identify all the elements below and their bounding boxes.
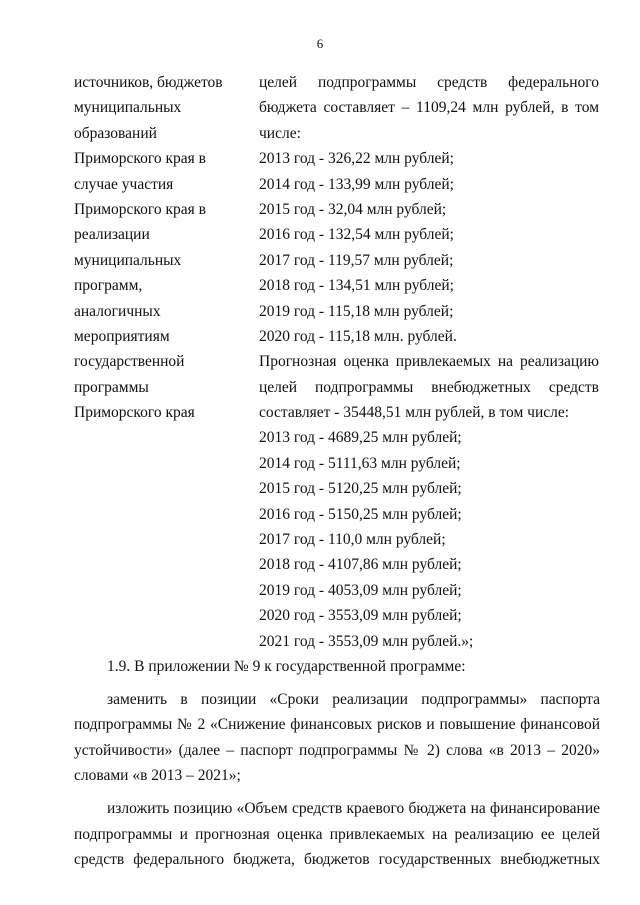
paragraph-line: изложить позицию «Объем средств краевого бюджета на финансирование: [107, 799, 600, 817]
position-label-line: государственной: [74, 353, 185, 371]
funding-year-line: 2019 год - 4053,09 млн рублей;: [259, 581, 462, 599]
funding-text-line: числе:: [259, 124, 301, 142]
position-label-line: реализации: [74, 226, 150, 244]
paragraph-line: заменить в позиции «Сроки реализации подпрограммы» паспорта: [107, 690, 600, 708]
position-label-line: муниципальных: [74, 251, 182, 269]
funding-text-line: целей подпрограммы средств федерального: [259, 74, 599, 91]
page-number: 6: [316, 36, 324, 51]
paragraph-line: подпрограммы и прогнозная оценка привлекаемых на реализацию ее целей: [74, 825, 600, 843]
position-label-line: муниципальных: [74, 99, 182, 117]
funding-year-line: 2018 год - 134,51 млн рублей;: [259, 277, 454, 295]
position-label-line: Приморского края в: [74, 150, 206, 168]
funding-text-line: составляет - 35448,51 млн рублей, в том числе:: [259, 404, 570, 422]
document-body: [74, 654, 600, 873]
position-label-line: Приморского края в: [74, 200, 206, 218]
funding-year-line: 2015 год - 5120,25 млн рублей;: [259, 480, 462, 498]
funding-year-line: 2016 год - 132,54 млн рублей;: [259, 226, 454, 244]
position-label-line: образований: [74, 124, 157, 142]
position-label-line: случае участия: [74, 175, 174, 193]
funding-year-line: 2020 год - 3553,09 млн рублей;: [259, 607, 462, 625]
funding-amounts-column: [259, 70, 599, 654]
funding-text-line: Прогнозная оценка привлекаемых на реализацию: [259, 353, 599, 371]
paragraph-line: устойчивости» (далее – паспорт подпрограммы № 2) слова «в 2013 – 2020»: [74, 741, 600, 759]
passport-position-label-column: [74, 70, 244, 425]
paragraph-line: словами «в 2013 – 2021»;: [74, 767, 241, 785]
funding-text-line: бюджета составляет – 1109,24 млн рублей, в том: [259, 99, 599, 117]
position-label-line: источников, бюджетов: [74, 74, 223, 91]
funding-year-line: 2014 год - 133,99 млн рублей;: [259, 175, 454, 193]
position-label-line: программы: [74, 378, 149, 396]
funding-year-line: 2018 год - 4107,86 млн рублей;: [259, 556, 462, 574]
position-label-line: программ,: [74, 277, 143, 295]
funding-year-line: 2017 год - 110,0 млн рублей;: [259, 531, 446, 549]
funding-text-line: целей подпрограммы внебюджетных средств: [259, 378, 599, 396]
paragraph-line: средств федерального бюджета, бюджетов государственных внебюджетных: [74, 851, 600, 869]
position-label-line: аналогичных: [74, 302, 161, 320]
section-heading: 1.9. В приложении № 9 к государственной программе:: [107, 658, 466, 675]
funding-year-line: 2016 год - 5150,25 млн рублей;: [259, 505, 462, 523]
funding-year-line: 2015 год - 32,04 млн рублей;: [259, 200, 447, 218]
paragraph-line: подпрограммы № 2 «Снижение финансовых рисков и повышение финансовой: [74, 716, 600, 734]
funding-year-line: 2017 год - 119,57 млн рублей;: [259, 251, 454, 269]
funding-year-line: 2021 год - 3553,09 млн рублей.»;: [259, 632, 474, 650]
funding-year-line: 2013 год - 4689,25 млн рублей;: [259, 429, 462, 447]
funding-year-line: 2019 год - 115,18 млн рублей;: [259, 302, 454, 320]
funding-year-line: 2014 год - 5111,63 млн рублей;: [259, 454, 461, 472]
funding-year-line: 2020 год - 115,18 млн. рублей.: [259, 327, 457, 345]
funding-year-line: 2013 год - 326,22 млн рублей;: [259, 150, 454, 168]
position-label-line: мероприятиям: [74, 327, 170, 345]
position-label-line: Приморского края: [74, 404, 195, 422]
